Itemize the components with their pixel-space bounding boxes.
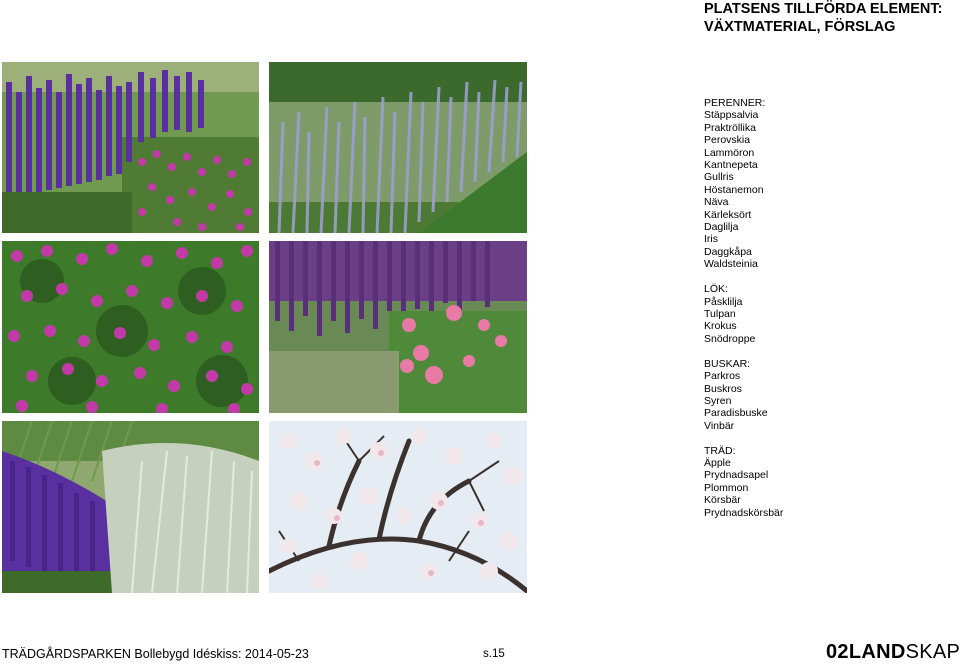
photo-perovskia bbox=[269, 62, 527, 233]
list-item: Waldsteinia bbox=[704, 258, 758, 271]
list-item: Kantnepeta bbox=[704, 159, 758, 172]
group-heading: PERENNER: bbox=[704, 97, 766, 109]
photo-roses-salvia bbox=[269, 241, 527, 413]
list-item: Daggkåpa bbox=[704, 245, 752, 258]
list-item: Iris bbox=[704, 233, 718, 246]
list-item: Gullris bbox=[704, 171, 734, 184]
page-title bbox=[704, 0, 960, 36]
logo-part-light: SKAP bbox=[905, 641, 960, 663]
logo-part-bold: 02LAND bbox=[826, 641, 906, 663]
title-line-1: PLATSENS TILLFÖRDA ELEMENT: bbox=[704, 1, 943, 17]
list-item: Parkros bbox=[704, 370, 741, 383]
group-buskar bbox=[704, 358, 954, 432]
photo-apple-blossom bbox=[269, 421, 527, 593]
list-item: Kärleksört bbox=[704, 208, 752, 221]
list-item: Prydnadskörsbär bbox=[704, 506, 784, 519]
photo-salvia-lambs-ears bbox=[2, 421, 259, 593]
group-perenner bbox=[704, 97, 954, 271]
list-item: Daglilja bbox=[704, 221, 739, 234]
list-item: Näva bbox=[704, 196, 729, 209]
list-item: Körsbär bbox=[704, 494, 741, 507]
footer-project-info: TRÄDGÅRDSPARKEN Bollebygd Idéskiss: 2014-05-23 bbox=[2, 647, 309, 661]
group-heading: BUSKAR: bbox=[704, 357, 751, 370]
list-item: Vinbär bbox=[704, 419, 735, 432]
page-number: s.15 bbox=[483, 648, 505, 660]
photo-salvia-geranium bbox=[2, 62, 259, 233]
group-heading: LÖK: bbox=[704, 283, 728, 296]
company-logo bbox=[826, 641, 960, 664]
group-lok bbox=[704, 283, 954, 345]
list-item: Stäppsalvia bbox=[704, 109, 759, 122]
list-item: Tulpan bbox=[704, 308, 736, 320]
list-item: Paradisbuske bbox=[704, 407, 768, 420]
list-item: Syren bbox=[704, 394, 732, 407]
photo-geranium bbox=[2, 241, 259, 413]
title-line-2: VÄXTMATERIAL, FÖRSLAG bbox=[704, 19, 896, 35]
group-heading: TRÄD: bbox=[704, 444, 736, 457]
list-item: Buskros bbox=[704, 382, 742, 395]
list-item: Lammöron bbox=[704, 146, 755, 159]
list-item: Perovskia bbox=[704, 134, 751, 147]
list-item: Höstanemon bbox=[704, 183, 764, 196]
list-item: Krokus bbox=[704, 320, 737, 333]
list-item: Snödroppe bbox=[704, 332, 756, 345]
list-item: Plommon bbox=[704, 481, 749, 494]
list-item: Äpple bbox=[704, 457, 731, 470]
list-item: Påsklilja bbox=[704, 295, 743, 308]
list-item: Prydnadsapel bbox=[704, 469, 769, 482]
list-item: Praktröllika bbox=[704, 121, 756, 134]
plant-list bbox=[704, 97, 954, 532]
group-trad bbox=[704, 445, 954, 519]
